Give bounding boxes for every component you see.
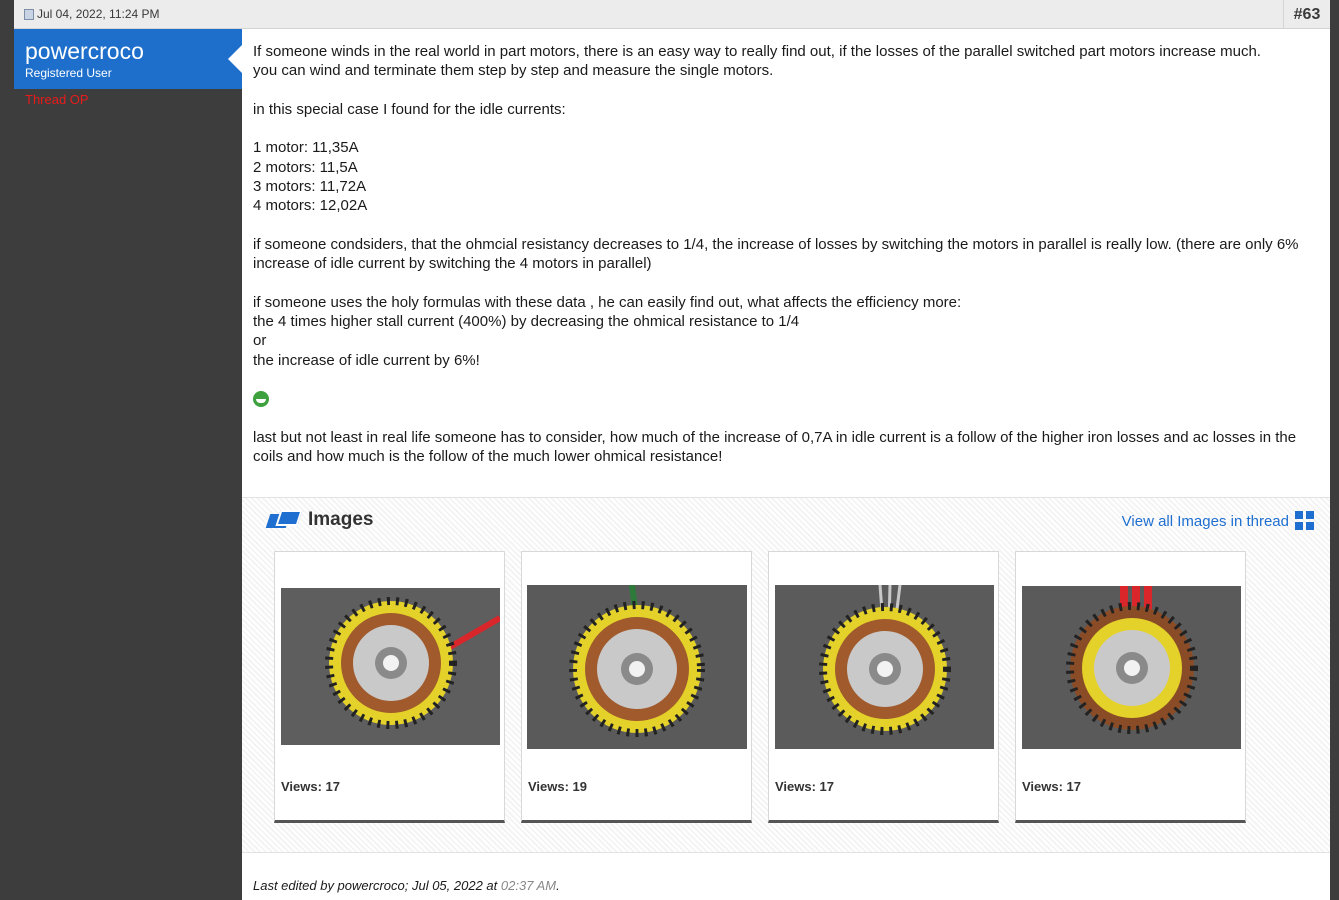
images-section	[242, 497, 1330, 853]
motor-photo-image	[281, 588, 500, 745]
message-line: 1 motor: 11,35A	[253, 139, 359, 157]
motor-photo-image	[775, 585, 994, 749]
post-document-icon	[24, 9, 34, 20]
message-line: in this special case I found for the idle currents:	[253, 100, 566, 118]
last-edited-time: 02:37 AM	[500, 878, 557, 893]
message-line: the 4 times higher stall current (400%) by decreasing the ohmical resistance to 1/4	[253, 313, 800, 331]
username-link[interactable]: powercroco	[25, 38, 144, 64]
images-title: Images	[308, 509, 374, 530]
motor-photo-image	[1022, 586, 1241, 749]
page-right-gutter	[1330, 0, 1339, 900]
thread-op-badge: Thread OP	[25, 92, 89, 107]
message-line: 3 motors: 11,72A	[253, 178, 367, 196]
message-line: last but not least in real life someone has to consider, how much of the increase of 0,7A in idle current is a follow of the higher iron losses and ac losses in the coils and how much is the follow of the much lower ohmical resistance!	[253, 428, 1297, 466]
last-edited-suffix: .	[556, 878, 560, 893]
last-edited-prefix: Last edited by powercroco; Jul 05, 2022 at	[253, 878, 501, 893]
post-header	[14, 0, 1330, 29]
post-number-link[interactable]: #63	[1283, 0, 1330, 29]
view-all-images-link[interactable]	[1122, 511, 1315, 531]
grin-smiley-icon	[253, 391, 269, 407]
post-body	[242, 29, 1330, 900]
page-left-gutter	[0, 0, 14, 900]
expand-grid-icon	[1295, 511, 1315, 531]
images-header	[268, 509, 373, 531]
motor-photo-image	[527, 585, 747, 749]
message-line: you can wind and terminate them step by step and measure the single motors.	[253, 62, 774, 80]
message-line: If someone winds in the real world in part motors, there is an easy way to really find out, if the losses of the parallel switched part motors increase much.	[253, 43, 1261, 60]
user-info-sidebar	[14, 29, 242, 900]
message-line: 4 motors: 12,02A	[253, 197, 368, 215]
image-views-count: Views: 17	[281, 779, 341, 794]
image-views-count: Views: 17	[775, 779, 835, 794]
image-views-count: Views: 19	[528, 779, 588, 794]
image-thumbnail[interactable]	[768, 551, 999, 823]
image-thumbnail[interactable]	[1015, 551, 1246, 823]
image-views-count: Views: 17	[1022, 779, 1082, 794]
message-line: 2 motors: 11,5A	[253, 158, 358, 176]
user-info-header	[14, 29, 242, 89]
message-line: if someone uses the holy formulas with these data , he can easily find out, what affects the efficiency more:	[253, 293, 962, 311]
post-date	[24, 7, 160, 21]
message-line: the increase of idle current by 6%!	[253, 351, 480, 369]
post-date-text: Jul 04, 2022, 11:24 PM	[37, 7, 160, 21]
post-message	[253, 42, 1323, 467]
user-title: Registered User	[25, 66, 112, 80]
message-line: or	[253, 332, 267, 350]
view-all-images-label: View all Images in thread	[1121, 512, 1289, 530]
message-line: if someone condsiders, that the ohmcial resistancy decreases to 1/4, the increase of losses by switching the motors in parallel is really low. (there are only 6% increase of idle current by switching the 4 motors in parallel)	[253, 235, 1299, 273]
last-edited-note	[253, 878, 560, 893]
user-arrow-icon	[228, 45, 242, 73]
image-thumbnail[interactable]	[521, 551, 752, 823]
images-icon	[268, 509, 302, 531]
image-thumbnail[interactable]	[274, 551, 505, 823]
